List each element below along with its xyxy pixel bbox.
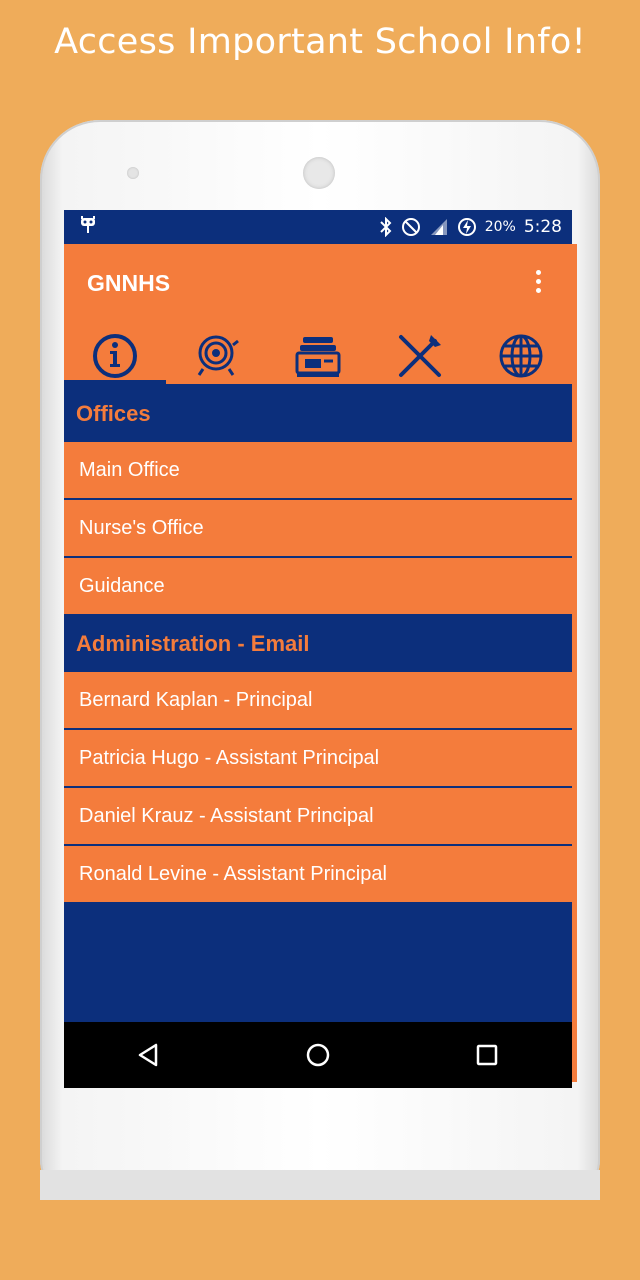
tab-web[interactable] xyxy=(470,328,572,384)
home-button[interactable] xyxy=(278,1022,358,1088)
globe-icon xyxy=(496,331,546,381)
section-header-offices: Offices xyxy=(64,386,572,442)
screen-edge xyxy=(572,244,577,1082)
list-item-guidance[interactable]: Guidance xyxy=(64,558,572,616)
back-button[interactable] xyxy=(109,1022,189,1088)
tab-cafeteria[interactable] xyxy=(369,328,471,384)
tab-locker[interactable] xyxy=(267,328,369,384)
section-header-administration: Administration - Email xyxy=(64,616,572,672)
info-icon xyxy=(90,331,140,381)
list-item-nurses-office[interactable]: Nurse's Office xyxy=(64,500,572,558)
list-item-assistant-principal-1[interactable]: Patricia Hugo - Assistant Principal xyxy=(64,730,572,788)
signal-icon xyxy=(429,217,449,237)
info-list xyxy=(64,386,572,904)
cafeteria-icon xyxy=(395,331,445,381)
back-icon xyxy=(136,1042,162,1068)
app-title: GNNHS xyxy=(87,270,171,296)
phone-speaker xyxy=(303,157,335,189)
overflow-menu-icon[interactable] xyxy=(536,270,542,293)
list-item-main-office[interactable]: Main Office xyxy=(64,442,572,500)
app-screen xyxy=(64,210,572,1088)
tab-bell[interactable] xyxy=(166,328,268,384)
recents-button[interactable] xyxy=(447,1022,527,1088)
locker-icon xyxy=(293,331,343,381)
bell-icon xyxy=(191,331,241,381)
android-notification-icon xyxy=(78,215,98,240)
recents-icon xyxy=(475,1043,499,1067)
phone-sensor xyxy=(127,167,139,179)
battery-percent: 20% xyxy=(484,219,516,235)
tab-bar xyxy=(64,328,572,384)
clock: 5:28 xyxy=(523,217,562,237)
battery-charging-icon xyxy=(457,217,477,237)
phone-bottom xyxy=(40,1170,600,1200)
tab-info[interactable] xyxy=(64,328,166,384)
promo-title: Access Important School Info! xyxy=(54,22,586,62)
bluetooth-icon xyxy=(379,217,393,237)
list-item-principal[interactable]: Bernard Kaplan - Principal xyxy=(64,672,572,730)
app-toolbar xyxy=(64,244,572,384)
system-nav-bar xyxy=(64,1022,572,1088)
home-icon xyxy=(304,1041,332,1069)
status-bar xyxy=(64,210,572,244)
do-not-disturb-icon xyxy=(401,217,421,237)
list-item-assistant-principal-3[interactable]: Ronald Levine - Assistant Principal xyxy=(64,846,572,904)
list-item-assistant-principal-2[interactable]: Daniel Krauz - Assistant Principal xyxy=(64,788,572,846)
